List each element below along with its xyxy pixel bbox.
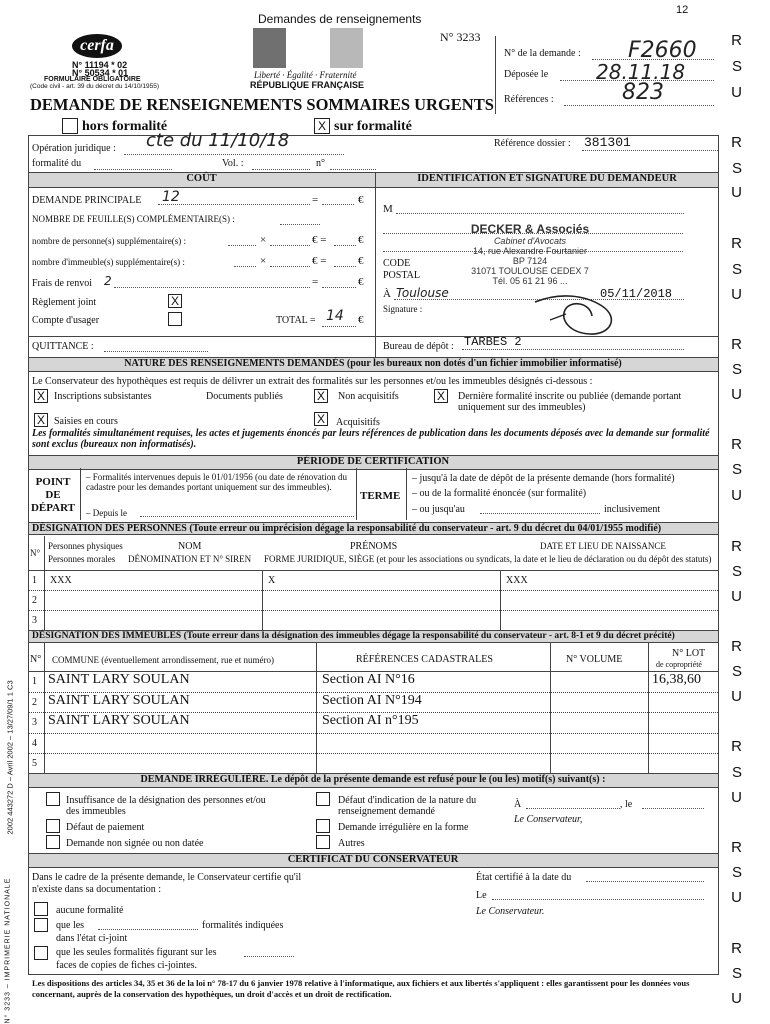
immeuble-1-commune: SAINT LARY SOULAN — [48, 672, 190, 687]
operation-line — [124, 154, 344, 155]
frais-renvoi-total-line — [322, 287, 356, 288]
nb-personnes-line — [228, 245, 256, 246]
nb-immeubles-euro-1: € — [312, 255, 318, 267]
derniere-formalite-label: Dernière formalité inscrite ou publiée (demande portant uniquement sur des immeubles) — [458, 391, 682, 413]
personnes-col-forme: FORME JURIDIQUE, SIÈGE (et pour les associations ou syndicats, la date et le lieu de déclaration ou du dépôt des statuts) — [264, 554, 712, 564]
margin-u-7: U — [731, 688, 742, 705]
sur-formalite-option[interactable] — [314, 117, 412, 135]
numero-demande-label: N° de la demande : — [504, 48, 581, 59]
point-depart-label: POINT DE DÉPART — [30, 476, 76, 514]
irreguliere-opt2-checkbox[interactable] — [46, 819, 60, 833]
personnes-row-sep-1 — [28, 590, 718, 591]
frais-renvoi-value: 2 — [104, 274, 112, 288]
margin-s-8: S — [731, 764, 742, 781]
irreguliere-opt4-label: Défaut d'indication de la nature du renseignement demandé — [338, 795, 477, 817]
immeubles-col-refs: RÉFÉRENCES CADASTRALES — [356, 654, 493, 665]
frais-renvoi-label: Frais de renvoi — [32, 278, 92, 289]
identification-m-label: M — [383, 203, 393, 215]
signature-label: Signature : — [383, 304, 423, 314]
certificat-opt2-checkbox[interactable] — [34, 918, 48, 932]
periode-header-text: PÉRIODE DE CERTIFICATION — [296, 456, 450, 467]
margin-u-6: U — [731, 588, 742, 605]
nb-immeubles-euro-eq — [312, 255, 326, 267]
sur-formalite-label: sur formalité — [334, 119, 412, 134]
margin-s-4: S — [731, 361, 742, 378]
nb-immeubles-line — [234, 266, 256, 267]
demande-principale-total-line — [322, 204, 354, 205]
formalite-du-label: formalité du — [32, 158, 82, 169]
personne-3-no: 3 — [32, 615, 37, 626]
a-value: Toulouse — [396, 286, 449, 300]
immeuble-row-3 — [28, 713, 718, 733]
personnes-col-phys: Personnes physiques — [48, 541, 123, 551]
identification-header — [376, 172, 718, 188]
identification-header-text: IDENTIFICATION ET SIGNATURE DU DEMANDEUR — [417, 173, 677, 184]
immeubles-col-lot: N° LOT — [672, 648, 706, 659]
immeuble-1-ref: Section AI N°16 — [322, 672, 415, 687]
cerfa-logo-text: cerfa — [80, 37, 114, 54]
periode-header — [28, 455, 718, 470]
demande-principale-label: DEMANDE PRINCIPALE — [32, 195, 142, 206]
terme-inclusivement: inclusivement — [604, 504, 661, 515]
inscriptions-checkbox[interactable]: X — [34, 389, 48, 403]
operation-label: Opération juridique : — [32, 143, 116, 154]
margin-s-3: S — [731, 261, 742, 278]
identification-m-line — [396, 213, 684, 214]
personnes-col-date: DATE ET LIEU DE NAISSANCE — [540, 541, 666, 551]
irreguliere-a-label: À — [514, 799, 522, 810]
frais-renvoi-eq: = — [312, 276, 319, 288]
stamp-line-1: DECKER & Associés — [470, 222, 590, 236]
cout-header — [28, 172, 375, 188]
personne-2-no: 2 — [32, 595, 37, 606]
formulaire-obligatoire: FORMULAIRE OBLIGATOIRE — [44, 76, 141, 83]
irreguliere-opt5-label: Demande irrégulière en la forme — [338, 822, 469, 833]
lawyer-stamp — [440, 222, 620, 286]
saisies-checkbox[interactable]: X — [34, 413, 48, 427]
margin-s-2: S — [731, 160, 742, 177]
certificat-conservateur: Le Conservateur. — [476, 906, 545, 917]
immeuble-1-no: 1 — [32, 676, 37, 687]
certificat-opt2a-label: que les — [56, 920, 85, 931]
personne-1-prenoms: X — [268, 575, 276, 586]
terme-divider-right — [406, 468, 407, 520]
certificat-opt3a-label: que les seules formalités figurant sur les — [56, 947, 217, 958]
total-euro: € — [358, 314, 364, 326]
irreguliere-opt3-label: Demande non signée ou non datée — [66, 838, 204, 849]
quittance-divider — [28, 336, 718, 337]
derniere-formalite-checkbox[interactable]: X — [434, 389, 448, 403]
nb-personnes-times: × — [260, 234, 267, 246]
form-number: N° 3233 — [440, 30, 481, 44]
references-value: 823 — [622, 80, 664, 105]
cerfa-number-2: N° 50534 * 01 — [72, 68, 129, 78]
margin-r-8: R — [731, 738, 742, 755]
margin-r-2: R — [731, 134, 742, 151]
deposee-value: 28.11.18 — [596, 60, 686, 84]
irreguliere-opt5-checkbox[interactable] — [316, 819, 330, 833]
margin-u-5: U — [731, 487, 742, 504]
certificat-opt1-label: aucune formalité — [56, 905, 124, 916]
frais-renvoi-euro: € — [358, 276, 364, 288]
personnes-col-prenoms: PRÉNOMS — [350, 541, 398, 552]
margin-u-8: U — [731, 789, 742, 806]
documents-publies-label: Documents publiés — [206, 391, 283, 402]
margin-s-1: S — [731, 58, 742, 75]
personne-1-nom: XXX — [50, 575, 72, 586]
personne-1-no: 1 — [32, 575, 37, 586]
certificat-opt2c-label: dans l'état ci-joint — [56, 933, 128, 944]
irreguliere-header — [28, 773, 718, 788]
nb-immeubles-eq: = — [320, 255, 327, 267]
personnes-col-nom: NOM — [178, 541, 202, 552]
nb-personnes-euro-2: € — [358, 234, 364, 246]
hors-formalite-label: hors formalité — [82, 119, 168, 134]
margin-u-4: U — [731, 386, 742, 403]
nb-personnes-euro-eq — [312, 234, 326, 246]
sur-formalite-checkbox[interactable]: X — [314, 118, 330, 134]
margin-r-4: R — [731, 336, 742, 353]
certificat-etat-label: État certifié à la date du — [476, 872, 572, 883]
immeubles-row-sep-3 — [28, 733, 718, 734]
margin-u-1: U — [731, 84, 742, 101]
margin-r-1: R — [731, 32, 742, 49]
nb-immeubles-label: nombre d'immeuble(s) supplémentaire(s) : — [32, 257, 185, 267]
nature-header-text: NATURE DES RENSEIGNEMENTS DEMANDÉS (pour les bureaux non dotés d'un fichier immobilier informatisé) — [124, 358, 622, 369]
operation-value: cte du 11/10/18 — [146, 130, 290, 151]
no-line — [330, 169, 376, 170]
quittance-label: QUITTANCE : — [32, 341, 94, 352]
personnes-vline-nom — [262, 570, 263, 630]
personnes-header-text: DÉSIGNATION DES PERSONNES (Toute erreur ou imprécision dégage la responsabilité du conservateur - art. 9 du décret du 04/01/1955 modifié) — [32, 523, 662, 534]
stamp-line-6: Tél. 05 61 21 96 ... — [492, 276, 568, 286]
personnes-row-sep-2 — [28, 610, 718, 611]
ref-dossier-label: Référence dossier : — [494, 138, 571, 149]
certificat-le-line — [492, 899, 704, 900]
demande-principale-value: 12 — [162, 189, 180, 205]
main-title: DEMANDE DE RENSEIGNEMENTS SOMMAIRES URGENTS — [30, 95, 494, 114]
irreguliere-opt1-checkbox[interactable] — [46, 792, 60, 806]
certificat-opt1-checkbox[interactable] — [34, 902, 48, 916]
nb-personnes-total-line — [334, 245, 356, 246]
margin-r-10: R — [731, 940, 742, 957]
vol-line — [252, 169, 310, 170]
immeuble-3-commune: SAINT LARY SOULAN — [48, 713, 190, 728]
immeuble-3-no: 3 — [32, 717, 37, 728]
margin-r-7: R — [731, 638, 742, 655]
personnes-header — [28, 522, 718, 535]
demande-principale-line — [158, 204, 310, 205]
side-code: 2002 443272 D – Avril 2002 – 13/27/09/1 1 C3 — [5, 680, 15, 835]
depart-item-2: – Depuis le — [86, 508, 127, 518]
stamp-line-5: 31071 TOULOUSE CEDEX 7 — [471, 266, 589, 276]
non-acquisitifs-checkbox[interactable]: X — [314, 389, 328, 403]
immeuble-row-2 — [28, 693, 718, 713]
ref-dossier-value: 381301 — [584, 135, 631, 150]
vol-label: Vol. : — [222, 158, 244, 169]
margin-r-5: R — [731, 436, 742, 453]
reglement-joint-checkbox[interactable]: X — [168, 294, 182, 308]
references-label: Références : — [504, 94, 554, 105]
certificat-opt3-line — [244, 956, 294, 957]
page-corner-number: 12 — [676, 4, 689, 16]
inscriptions-label: Inscriptions subsistantes — [54, 391, 152, 402]
reglement-joint-label: Règlement joint — [32, 297, 97, 308]
terme-label: TERME — [360, 490, 401, 502]
irreguliere-opt6-checkbox[interactable] — [316, 835, 330, 849]
frais-renvoi-line — [114, 287, 310, 288]
margin-r-9: R — [731, 839, 742, 856]
side-print: N° 3233 – IMPRIMERIE NATIONALE — [4, 877, 12, 1024]
certificat-header — [28, 853, 718, 868]
terme-item-3: – ou jusqu'au — [412, 504, 465, 515]
irreguliere-header-text: DEMANDE IRRÉGULIÈRE. Le dépôt de la présente demande est refusé pour le (ou les) motif(s) suivant(s) : — [140, 774, 606, 785]
form-left-border — [28, 135, 29, 975]
irreguliere-a-line — [526, 808, 620, 809]
immeuble-3-ref: Section AI n°195 — [322, 713, 419, 728]
margin-r-3: R — [731, 235, 742, 252]
bureau-depot-line — [462, 349, 684, 350]
personnes-col-morales: Personnes morales — [48, 554, 116, 564]
a-label: À — [383, 288, 391, 300]
immeubles-col-volume: N° VOLUME — [566, 654, 623, 665]
demande-principale-row — [32, 195, 141, 206]
acquisitifs-label: Acquisitifs — [336, 417, 380, 428]
saisies-label: Saisies en cours — [54, 416, 118, 427]
cerfa-number-1: N° 11194 * 02 — [72, 60, 128, 70]
margin-u-10: U — [731, 990, 742, 1007]
code-postal-label: CODE POSTAL — [383, 258, 420, 281]
demande-principale-eq: = — [312, 194, 319, 206]
cerfa-logo — [72, 34, 122, 58]
certificat-le-label: Le — [476, 890, 487, 901]
certificat-opt3b-label: faces de copies de fiches ci-jointes. — [56, 960, 198, 971]
non-acquisitifs-label: Non acquisitifs — [338, 391, 399, 402]
personnes-header-bottom — [28, 570, 718, 571]
terme-jusquau-line — [480, 513, 600, 514]
ref-dossier-line — [582, 150, 718, 151]
total-value: 14 — [326, 308, 344, 324]
immeuble-2-no: 2 — [32, 697, 37, 708]
footer-divider — [28, 974, 718, 975]
form-right-border — [718, 135, 719, 975]
le-value: 05/11/2018 — [600, 287, 673, 301]
republic-name: RÉPUBLIQUE FRANÇAISE — [250, 80, 365, 90]
numero-demande-value: F2660 — [628, 38, 697, 63]
hors-formalite-checkbox[interactable] — [62, 118, 78, 134]
certificat-opt2b-label: formalités indiquées — [202, 920, 284, 931]
stamp-line-3: 14, rue Alexandre Fourtanier — [472, 246, 588, 256]
nb-personnes-eq: = — [320, 234, 327, 246]
immeuble-2-ref: Section AI N°194 — [322, 693, 422, 708]
compte-usager-label: Compte d'usager — [32, 315, 100, 326]
immeubles-col-commune: COMMUNE (éventuellement arrondissement, rue et numéro) — [52, 655, 274, 665]
certificat-opt2-line — [98, 929, 198, 930]
personnes-col-no: N° — [30, 548, 41, 558]
certificat-opt3-checkbox[interactable] — [34, 946, 48, 960]
immeuble-1-lot: 16,38,60 — [652, 672, 701, 687]
irreguliere-conservateur: Le Conservateur, — [514, 814, 583, 825]
immeubles-col-no: N° — [30, 654, 42, 665]
margin-u-3: U — [731, 286, 742, 303]
immeubles-header — [28, 630, 718, 643]
margin-s-9: S — [731, 864, 742, 881]
nombre-feuilles-label: NOMBRE DE FEUILLE(S) COMPLÉMENTAIRE(S) : — [32, 214, 235, 224]
formalite-du-line — [94, 169, 172, 170]
cout-divider — [375, 172, 376, 358]
certificat-header-text: CERTIFICAT DU CONSERVATEUR — [287, 854, 459, 865]
marianne-logo — [253, 28, 363, 68]
immeuble-2-commune: SAINT LARY SOULAN — [48, 693, 190, 708]
margin-s-6: S — [731, 563, 742, 580]
total-label: TOTAL = — [276, 315, 316, 326]
footer-legal: Les dispositions des articles 34, 35 et 36 de la loi n° 78-17 du 6 janvier 1978 relative à l'informatique, aux fichiers et aux libertés s'appliquent : elles garantissent pour les données vous concernant, auprès de la conservation des hypothèques, un droit d'accès et un droit de rectification. — [32, 978, 690, 999]
stamp-line-4: BP 7124 — [512, 256, 548, 266]
nb-immeubles-times: × — [260, 255, 267, 267]
terme-item-2: – ou de la formalité énoncée (sur formalité) — [412, 488, 587, 499]
immeuble-4-no: 4 — [32, 738, 37, 749]
deposee-label: Déposée le — [504, 69, 549, 80]
margin-s-7: S — [731, 663, 742, 680]
nombre-feuilles-line — [280, 224, 320, 225]
decree-reference: (Code civil - art. 39 du décret du 14/10/1955) — [30, 83, 159, 90]
demande-principale-euro: € — [358, 194, 364, 206]
irreguliere-opt3-checkbox[interactable] — [46, 835, 60, 849]
margin-r-6: R — [731, 538, 742, 555]
depart-item-1: – Formalités intervenues depuis le 01/01/1956 (ou date de rénovation du cadastre pour les demandes portant uniquement sur des immeubles). — [86, 472, 347, 492]
certificat-intro: Dans le cadre de la présente demande, le Conservateur certifie qu'il n'existe dans sa documentation : — [32, 872, 302, 895]
irreguliere-opt6-label: Autres — [338, 838, 365, 849]
no-label: n° — [316, 158, 325, 169]
nb-immeubles-euro-2: € — [358, 255, 364, 267]
irreguliere-opt1-label: Insuffisance de la désignation des personnes et/ou des immeubles — [66, 795, 266, 817]
immeubles-header-text: DÉSIGNATION DES IMMEUBLES (Toute erreur dans la désignation des immeubles dégage la responsabilité du conservateur - art. 8-1 et 9 du décret précité) — [32, 631, 675, 641]
margin-u-2: U — [731, 184, 742, 201]
certificat-etat-line — [586, 881, 704, 882]
personne-1-date: XXX — [506, 575, 528, 586]
nb-immeubles-rate-line — [270, 266, 310, 267]
immeuble-row-1 — [28, 672, 718, 692]
bureau-depot-value: TARBES 2 — [464, 335, 522, 349]
immeubles-col-lot-sub: de copropriété — [656, 660, 702, 669]
nb-personnes-euro-1: € — [312, 234, 318, 246]
margin-s-10: S — [731, 965, 742, 982]
references-line — [564, 105, 714, 106]
acquisitifs-checkbox[interactable]: X — [314, 412, 328, 426]
quittance-line — [104, 351, 208, 352]
nb-immeubles-total-line — [334, 266, 356, 267]
personnes-col-denomination: DÉNOMINATION ET N° SIREN — [128, 554, 252, 564]
terme-divider-left — [356, 468, 357, 520]
depart-depuis-line — [140, 516, 354, 517]
republic-motto: Liberté · Égalité · Fraternité — [254, 70, 357, 80]
nb-personnes-rate-line — [270, 245, 310, 246]
terme-item-1: – jusqu'à la date de dépôt de la présente demande (hors formalité) — [412, 473, 675, 484]
irreguliere-le-label: , le — [620, 799, 633, 810]
total-line — [322, 326, 356, 327]
immeubles-row-sep-4 — [28, 753, 718, 754]
nature-header — [28, 357, 718, 372]
personnes-vline-prenoms — [500, 570, 501, 630]
bureau-depot-label: Bureau de dépôt : — [383, 341, 454, 352]
personnes-vline-no — [44, 536, 45, 630]
point-depart-divider — [80, 468, 81, 520]
compte-usager-checkbox[interactable] — [168, 312, 182, 326]
page-title: Demandes de renseignements — [258, 12, 422, 26]
nature-intro: Le Conservateur des hypothèques est requis de délivrer un extrait des formalités sur les personnes et/ou les immeubles désignés ci-dessous : — [32, 376, 593, 387]
margin-u-9: U — [731, 889, 742, 906]
margin-s-5: S — [731, 461, 742, 478]
stamp-line-2: Cabinet d'Avocats — [493, 236, 567, 246]
nature-note: Les formalités simultanément requises, les actes et jugements énoncés par leurs références de publication dans les documents déposés avec la demande sur formalité sont exclus (bureaux non informatisés). — [32, 428, 710, 450]
immeuble-5-no: 5 — [32, 758, 37, 769]
nb-personnes-label: nombre de personne(s) supplémentaire(s) : — [32, 236, 186, 246]
irreguliere-opt2-label: Défaut de paiement — [66, 822, 145, 833]
irreguliere-le-line — [642, 808, 704, 809]
signature-scribble — [530, 290, 640, 340]
irreguliere-opt4-checkbox[interactable] — [316, 792, 330, 806]
cout-header-text: COÛT — [186, 173, 217, 184]
